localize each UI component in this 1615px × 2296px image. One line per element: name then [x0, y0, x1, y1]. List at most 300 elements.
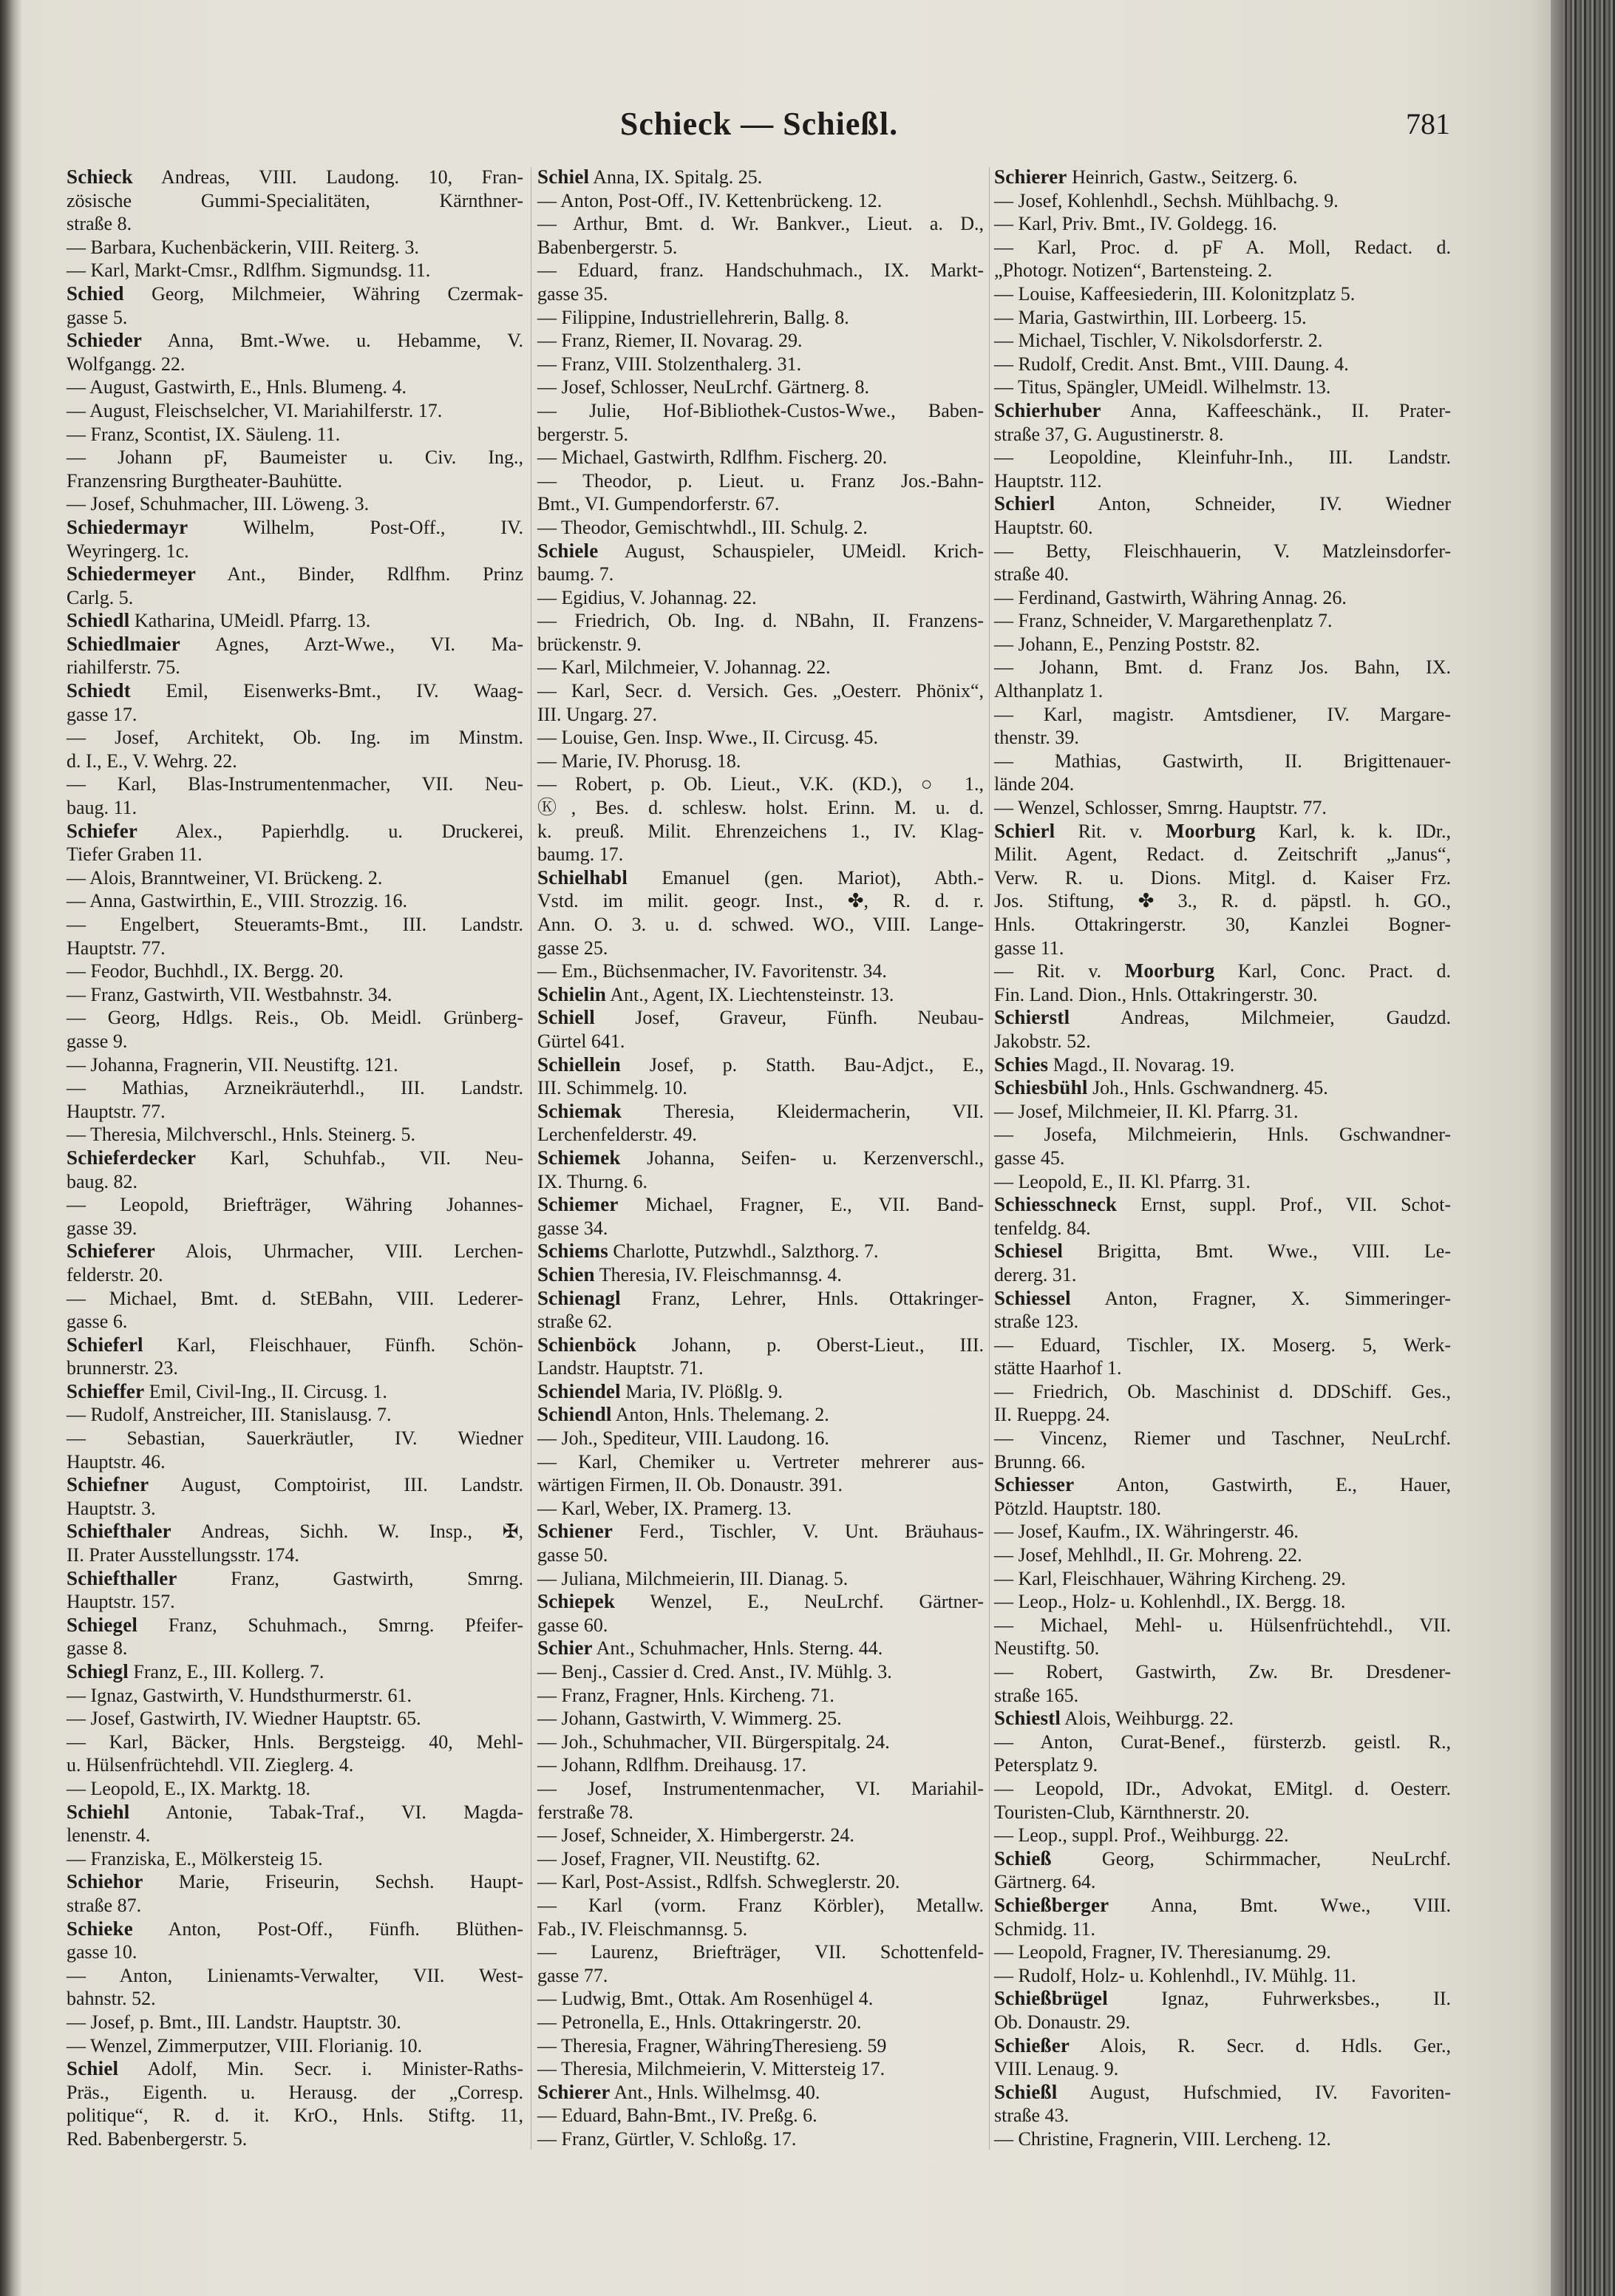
entry-surname: Schiel: [67, 2057, 119, 2080]
entry-text: Anna, Bmt. Wwe., VIII.: [1109, 1894, 1451, 1916]
entry-text: Michael, Fragner, E., VII. Band-: [618, 1194, 984, 1216]
directory-line: [994, 913, 1451, 937]
entry-text: — Johann, Rdlfhm. Dreihausg. 17.: [537, 1754, 806, 1776]
directory-line: [537, 236, 984, 259]
directory-line: [994, 306, 1451, 330]
entry-text: — Leopold, Fragner, IV. Theresianumg. 29.: [994, 1941, 1331, 1963]
entry-text: ferstraße 78.: [537, 1801, 633, 1823]
directory-line: [67, 2104, 523, 2127]
entry-surname: Schiellein: [537, 1053, 622, 1076]
entry-text: — Johann, Gastwirth, V. Wimmerg. 25.: [537, 1708, 842, 1730]
entry-surname: Schiegel: [67, 1613, 138, 1636]
directory-line: [537, 1147, 984, 1170]
entry-surname: Schiedl: [67, 609, 130, 632]
directory-line: [537, 1918, 984, 1941]
directory-line: [994, 1870, 1451, 1894]
directory-line: [994, 1473, 1451, 1497]
directory-line: [67, 212, 523, 236]
entry-surname: Schien: [537, 1263, 595, 1285]
entry-text: — Karl, Fleischhauer, Währing Kircheng. 29.: [994, 1567, 1346, 1589]
directory-line: [994, 586, 1451, 610]
entry-text: Hauptstr. 60.: [994, 516, 1093, 538]
entry-surname: Schiefthaler: [67, 1520, 171, 1543]
directory-line: [67, 1427, 523, 1450]
directory-line: [67, 1870, 523, 1894]
entry-text: straße 43.: [994, 2105, 1070, 2127]
entry-text: Neustiftg. 50.: [994, 1637, 1100, 1660]
entry-text: — Josef, Schlosser, NeuLrchf. Gärtnerg. 8.: [537, 376, 870, 398]
entry-text: straße 8.: [67, 213, 132, 235]
directory-line: [67, 329, 523, 353]
directory-line: [67, 1964, 523, 1988]
entry-text: — Josef, Gastwirth, IV. Wiedner Hauptstr. 65.: [67, 1708, 421, 1730]
entry-text: Brunng. 66.: [994, 1450, 1086, 1473]
directory-line: [537, 772, 984, 796]
directory-line: [994, 960, 1451, 983]
directory-line: [67, 889, 523, 913]
entry-text: Adolf, Min. Secr. i. Minister-Raths-: [118, 2058, 523, 2080]
entry-text: — Franz, Gastwirth, VII. Westbahnstr. 34.: [67, 983, 392, 1005]
directory-line: [537, 189, 984, 213]
entry-text: — Joh., Spediteur, VIII. Laudong. 16.: [537, 1427, 829, 1450]
entry-text: straße 123.: [994, 1311, 1079, 1333]
directory-line: [537, 1473, 984, 1497]
directory-line: [994, 1334, 1451, 1357]
directory-line: [537, 259, 984, 282]
entry-text: — Barbara, Kuchenbäckerin, VIII. Reiterg. 3.: [67, 236, 419, 258]
directory-line: [537, 1964, 984, 1988]
entry-text: — Joh., Schuhmacher, VII. Bürgerspitalg. 24.: [537, 1731, 890, 1753]
directory-line: [994, 259, 1451, 282]
directory-line: [994, 1123, 1451, 1147]
entry-surname: Schiesser: [994, 1473, 1075, 1496]
entry-text: Wilhelm, Post-Off., IV.: [188, 516, 523, 538]
entry-text: Petersplatz 9.: [994, 1754, 1098, 1776]
entry-text: — Franz, Schneider, V. Margarethenplatz 7.: [994, 610, 1333, 632]
directory-line: [537, 1217, 984, 1240]
directory-line: [537, 1170, 984, 1194]
entry-text: — Laurenz, Briefträger, VII. Schottenfeld-: [537, 1941, 984, 1963]
entry-text: — Friedrich, Ob. Ing. d. NBahn, II. Franzens-: [537, 610, 984, 632]
entry-surname: Schiefer: [67, 819, 138, 842]
directory-line: [67, 1847, 523, 1871]
entry-text: wärtigen Firmen, II. Ob. Donaustr. 391.: [537, 1474, 843, 1496]
entry-text: — Franziska, E., Mölkersteig 15.: [67, 1847, 323, 1869]
entry-surname: Schiedermayr: [67, 515, 188, 538]
directory-line: [537, 399, 984, 423]
entry-surname: Schies: [994, 1053, 1049, 1076]
directory-line: [537, 633, 984, 656]
directory-line: [67, 1123, 523, 1147]
entry-surname: Schiefthaller: [67, 1566, 177, 1589]
entry-text: — Theodor, Gemischtwhdl., III. Schulg. 2.: [537, 516, 868, 538]
entry-text: Antonie, Tabak-Traf., VI. Magda-: [129, 1801, 523, 1823]
entry-text: August, Schauspieler, UMeidl. Krich-: [598, 540, 984, 562]
entry-text: — Franz, Gürtler, V. Schloßg. 17.: [537, 2127, 797, 2150]
directory-line: [67, 1660, 523, 1684]
directory-line: [994, 376, 1451, 399]
directory-line: [537, 353, 984, 376]
directory-line: [537, 750, 984, 773]
entry-text: Gärtnerg. 64.: [994, 1871, 1096, 1893]
directory-line: [994, 1170, 1451, 1194]
entry-text: — Michael, Bmt. d. StEBahn, VIII. Lederer-: [67, 1287, 523, 1309]
entry-text: Ernst, suppl. Prof., VII. Schot-: [1117, 1194, 1451, 1216]
entry-text: — Franz, Scontist, IX. Säuleng. 11.: [67, 423, 341, 445]
directory-line: [537, 1590, 984, 1614]
directory-line: [67, 1753, 523, 1777]
directory-line: [537, 609, 984, 633]
directory-line: [67, 1731, 523, 1754]
directory-line: [994, 1427, 1451, 1450]
entry-text: — Franz, VIII. Stolzenthalerg. 31.: [537, 353, 802, 375]
entry-text: Rit. v.: [1055, 820, 1166, 842]
entry-text: — Julie, Hof-Bibliothek-Custos-Wwe., Baben-: [537, 399, 984, 421]
entry-text: Emanuel (gen. Mariot), Abth.-: [628, 866, 984, 889]
directory-line: [994, 983, 1451, 1007]
directory-line: [67, 1590, 523, 1614]
directory-line: [994, 2011, 1451, 2034]
entry-surname: Schierer: [537, 2080, 611, 2103]
entry-text: — August, Gastwirth, E., Hnls. Blumeng. 4.: [67, 376, 407, 398]
entry-surname: Moorburg: [1124, 960, 1215, 982]
directory-line: [994, 1543, 1451, 1567]
entry-text: zösische Gummi-Specialitäten, Kärnthner-: [67, 189, 523, 211]
directory-line: [537, 866, 984, 890]
entry-text: Johanna, Seifen- u. Kerzenverschl.,: [620, 1147, 984, 1169]
entry-text: — Rudolf, Credit. Anst. Bmt., VIII. Daung. 4.: [994, 353, 1349, 375]
entry-surname: Schießl: [994, 2080, 1058, 2103]
entry-text: — Theresia, Milchverschl., Hnls. Steinerg. 5.: [67, 1124, 416, 1146]
directory-line: [994, 726, 1451, 750]
entry-text: Franz, E., III. Kollerg. 7.: [128, 1661, 324, 1682]
directory-line: [67, 1707, 523, 1731]
directory-line: [537, 1520, 984, 1543]
entry-text: — Mathias, Gastwirth, II. Brigittenauer-: [994, 750, 1451, 772]
directory-line: [67, 679, 523, 703]
directory-line: [67, 259, 523, 282]
directory-line: [994, 236, 1451, 259]
entry-text: gasse 6.: [67, 1311, 128, 1333]
entry-text: Jos. Stiftung, ✤ 3., R. d. päpstl. h. GO.,: [994, 890, 1451, 912]
directory-line: [67, 1380, 523, 1404]
entry-surname: Schiell: [537, 1006, 595, 1029]
directory-line: [67, 1918, 523, 1941]
entry-text: straße 165.: [994, 1684, 1079, 1706]
entry-text: — Johann, E., Penzing Poststr. 82.: [994, 633, 1260, 655]
directory-line: [994, 1940, 1451, 1964]
entry-text: Marie, Friseurin, Sechsh. Haupt-: [143, 1871, 523, 1893]
entry-text: riahilferstr. 75.: [67, 656, 180, 679]
entry-text: felderstr. 20.: [67, 1263, 163, 1285]
entry-text: brunnerstr. 23.: [67, 1357, 178, 1379]
entry-text: Jakobstr. 52.: [994, 1030, 1091, 1052]
directory-line: [67, 1356, 523, 1380]
entry-text: Fab., IV. Fleischmannsg. 5.: [537, 1918, 748, 1940]
directory-line: [537, 679, 984, 703]
entry-text: — Friedrich, Ob. Maschinist d. DDSchiff. Ges.,: [994, 1380, 1451, 1402]
directory-line: [537, 446, 984, 469]
directory-line: [67, 1684, 523, 1708]
directory-line: [994, 446, 1451, 469]
entry-surname: Schiepek: [537, 1590, 616, 1613]
directory-line: [537, 1006, 984, 1030]
entry-text: Althanplatz 1.: [994, 680, 1104, 702]
entry-text: — Michael, Mehl- u. Hülsenfrüchtehdl., VII.: [994, 1614, 1451, 1636]
entry-text: — Alois, Branntweiner, VI. Brückeng. 2.: [67, 866, 383, 889]
directory-line: [994, 843, 1451, 866]
entry-text: — Rit. v.: [994, 960, 1125, 982]
entry-text: — Em., Büchsenmacher, IV. Favoritenstr. 34.: [537, 960, 887, 982]
entry-text: III. Ungarg. 27.: [537, 703, 657, 725]
entry-text: Ignaz, Fuhrwerksbes., II.: [1107, 1988, 1451, 2010]
entry-text: — Michael, Tischler, V. Nikolsdorferstr. 2.: [994, 330, 1323, 352]
entry-text: Red. Babenbergerstr. 5.: [67, 2127, 248, 2150]
entry-text: — Georg, Hdlgs. Reis., Ob. Meidl. Grünberg-: [67, 1007, 523, 1029]
directory-line: [537, 820, 984, 843]
entry-text: d. I., E., V. Wehrg. 22.: [67, 750, 237, 772]
entry-text: Fin. Land. Dion., Hnls. Ottakringerstr. 30.: [994, 983, 1318, 1005]
entry-text: Maria, IV. Plößlg. 9.: [620, 1380, 783, 1402]
directory-line: [994, 1660, 1451, 1684]
directory-line: [994, 399, 1451, 423]
entry-surname: Schießer: [994, 2034, 1070, 2056]
entry-text: — Karl, Blas-Instrumentenmacher, VII. Neu-: [67, 773, 523, 795]
directory-line: [994, 750, 1451, 773]
entry-text: Milit. Agent, Redact. d. Zeitschrift „Janus“,: [994, 843, 1451, 866]
directory-line: [67, 1520, 523, 1543]
entry-text: — Leopold, Briefträger, Währing Johannes-: [67, 1194, 523, 1216]
directory-line: [537, 212, 984, 236]
directory-line: [67, 843, 523, 866]
directory-line: [537, 282, 984, 306]
entry-text: lände 204.: [994, 773, 1075, 795]
directory-line: [537, 329, 984, 353]
entry-surname: Schierer: [994, 166, 1067, 188]
entry-text: — Josef, Milchmeier, II. Kl. Pfarrg. 31.: [994, 1100, 1299, 1122]
entry-text: — Titus, Spängler, UMeidl. Wilhelmstr. 13.: [994, 376, 1331, 398]
directory-line: [994, 2104, 1451, 2127]
entry-text: Anton, Gastwirth, E., Hauer,: [1074, 1474, 1451, 1496]
directory-line: [67, 1614, 523, 1637]
directory-line: [537, 563, 984, 586]
directory-line: [537, 1660, 984, 1684]
directory-line: [994, 1731, 1451, 1754]
directory-line: [994, 1310, 1451, 1334]
entry-text: — Josef, Schneider, X. Himbergerstr. 24.: [537, 1824, 854, 1847]
directory-line: [994, 1777, 1451, 1801]
entry-text: gasse 39.: [67, 1217, 137, 1239]
entry-text: — Franz, Riemer, II. Novarag. 29.: [537, 330, 803, 352]
directory-line: [537, 492, 984, 516]
directory-line: [994, 166, 1451, 189]
entry-text: brückenstr. 9.: [537, 633, 642, 655]
entry-text: Alex., Papierhdlg. u. Druckerei,: [137, 820, 523, 842]
directory-line: [67, 913, 523, 937]
column-rule: [989, 167, 990, 2150]
entry-text: gasse 11.: [994, 937, 1064, 959]
directory-line: [537, 540, 984, 563]
directory-line: [994, 937, 1451, 960]
directory-line: [537, 376, 984, 399]
entry-text: — Benj., Cassier d. Cred. Anst., IV. Mühlg. 3.: [537, 1661, 892, 1682]
directory-line: [537, 726, 984, 750]
directory-line: [994, 1824, 1451, 1847]
directory-line: [67, 1403, 523, 1427]
directory-line: [537, 1427, 984, 1450]
entry-text: Babenbergerstr. 5.: [537, 236, 678, 258]
directory-line: [994, 540, 1451, 563]
directory-line: [537, 960, 984, 983]
directory-line: [67, 1567, 523, 1591]
entry-text: Ant., Schuhmacher, Hnls. Sterng. 44.: [592, 1637, 883, 1660]
directory-line: [537, 843, 984, 866]
entry-text: — Johann, Bmt. d. Franz Jos. Bahn, IX.: [994, 656, 1451, 679]
entry-text: Weyringerg. 1c.: [67, 540, 189, 562]
entry-text: Bmt., VI. Gumpendorferstr. 67.: [537, 493, 780, 515]
entry-text: — Robert, p. Ob. Lieut., V.K. (KD.), ○ 1.,: [537, 773, 984, 795]
entry-text: — Maria, Gastwirthin, III. Lorbeerg. 15.: [994, 306, 1307, 328]
directory-line: [67, 2081, 523, 2105]
entry-text: — Sebastian, Sauerkräutler, IV. Wiedner: [67, 1427, 523, 1450]
directory-line: [67, 586, 523, 610]
entry-surname: Schiendel: [537, 1379, 621, 1402]
directory-line: [994, 796, 1451, 820]
entry-text: — Vincenz, Riemer und Taschner, NeuLrchf.: [994, 1427, 1451, 1450]
entry-text: Andreas, Milchmeier, Gaudzd.: [1070, 1007, 1451, 1029]
entry-text: Theresia, Kleidermacherin, VII.: [622, 1100, 984, 1122]
directory-line: [537, 1193, 984, 1217]
directory-line: [67, 937, 523, 960]
entry-text: — Josef, p. Bmt., III. Landstr. Hauptstr. 30.: [67, 2011, 401, 2033]
entry-text: dererg. 31.: [994, 1263, 1077, 1285]
directory-line: [67, 820, 523, 843]
directory-line: [994, 772, 1451, 796]
entry-surname: Schienagl: [537, 1286, 621, 1309]
entry-text: Wenzel, E., NeuLrchf. Gärtner-: [615, 1591, 984, 1613]
directory-line: [537, 1824, 984, 1847]
entry-text: August, Comptoirist, III. Landstr.: [149, 1474, 523, 1496]
entry-surname: Schiemer: [537, 1193, 619, 1216]
entry-text: Alois, Weihburgg. 22.: [1061, 1708, 1234, 1730]
directory-line: [67, 306, 523, 330]
directory-line: [537, 1053, 984, 1077]
entry-text: — Filippine, Industriellehrerin, Ballg. 8.: [537, 306, 849, 328]
entry-text: Franz, Lehrer, Hnls. Ottakringer-: [620, 1287, 984, 1309]
entry-text: — Josef, Kaufm., IX. Währingerstr. 46.: [994, 1521, 1299, 1543]
directory-line: [67, 983, 523, 1007]
entry-text: — Leopoldine, Kleinfuhr-Inh., III. Landstr.: [994, 446, 1451, 469]
entry-surname: Schieck: [67, 166, 133, 188]
entry-text: Franz, Gastwirth, Smrng.: [177, 1567, 523, 1589]
directory-line: [67, 2057, 523, 2081]
directory-line: [537, 1334, 984, 1357]
directory-line: [537, 1870, 984, 1894]
directory-line: [994, 1147, 1451, 1170]
directory-line: [67, 1497, 523, 1521]
entry-surname: Schiems: [537, 1240, 608, 1263]
directory-line: [537, 2104, 984, 2127]
directory-line: [67, 1053, 523, 1077]
entry-text: — Egidius, V. Johannag. 22.: [537, 586, 757, 608]
directory-line: [67, 796, 523, 820]
entry-text: Anna, Bmt.-Wwe. u. Hebamme, V.: [142, 330, 523, 352]
directory-line: [537, 166, 984, 189]
directory-line: [994, 656, 1451, 679]
entry-text: — Rudolf, Holz- u. Kohlenhdl., IV. Mühlg. 11.: [994, 1964, 1356, 1986]
entry-text: — Josefa, Milchmeierin, Hnls. Gschwandner-: [994, 1124, 1451, 1146]
directory-line: [67, 1450, 523, 1474]
entry-text: gasse 50.: [537, 1544, 608, 1566]
entry-text: Karl, Conc. Pract. d.: [1214, 960, 1451, 982]
directory-line: [67, 1240, 523, 1263]
entry-surname: Schieferer: [67, 1240, 155, 1263]
directory-line: [994, 1614, 1451, 1637]
directory-line: [67, 703, 523, 727]
entry-text: — Engelbert, Steueramts-Bmt., III. Landstr.: [67, 914, 523, 935]
entry-text: — Feodor, Buchhdl., IX. Bergg. 20.: [67, 960, 344, 982]
directory-line: [537, 1356, 984, 1380]
entry-surname: Schieferl: [67, 1333, 143, 1356]
entry-surname: Schieferdecker: [67, 1146, 197, 1169]
entry-text: — Anton, Linienamts-Verwalter, VII. West-: [67, 1964, 523, 1986]
entry-text: — Eduard, franz. Handschuhmach., IX. Markt-: [537, 259, 984, 282]
entry-text: — August, Fleischselcher, VI. Mariahilferstr. 17.: [67, 399, 443, 421]
entry-text: — Karl, Markt-Cmsr., Rdlfhm. Sigmundsg. 11.: [67, 259, 431, 282]
entry-text: Anton, Fragner, X. Simmeringer-: [1070, 1287, 1451, 1309]
directory-line: [994, 609, 1451, 633]
entry-text: Touristen-Club, Kärnthnerstr. 20.: [994, 1801, 1250, 1823]
directory-line: [537, 1287, 984, 1311]
directory-line: [537, 1847, 984, 1871]
directory-line: [994, 1590, 1451, 1614]
directory-line: [537, 796, 984, 820]
entry-text: — Ignaz, Gastwirth, V. Hundsthurmerstr. 61.: [67, 1684, 412, 1706]
entry-text: Hauptstr. 157.: [67, 1591, 175, 1613]
entry-text: Hnls. Ottakringerstr. 30, Kanzlei Bogner-: [994, 914, 1451, 935]
directory-line: [537, 1777, 984, 1801]
entry-text: Karl, Fleischhauer, Fünfh. Schön-: [143, 1334, 523, 1356]
entry-text: — Louise, Gen. Insp. Wwe., II. Circusg. 45.: [537, 727, 878, 749]
directory-line: [994, 1567, 1451, 1591]
directory-line: [537, 1894, 984, 1918]
entry-text: — Marie, IV. Phorusg. 18.: [537, 750, 741, 772]
directory-line: [994, 1753, 1451, 1777]
directory-line: [67, 399, 523, 423]
entry-text: — Anton, Post-Off., IV. Kettenbrückeng. 12.: [537, 189, 883, 211]
entry-text: — Leopold, E., II. Kl. Pfarrg. 31.: [994, 1170, 1251, 1192]
entry-text: — Anna, Gastwirthin, E., VIII. Strozzig. 16.: [67, 890, 407, 912]
directory-line: [994, 1918, 1451, 1941]
entry-text: „Photogr. Notizen“, Bartensteing. 2.: [994, 259, 1273, 282]
directory-line: [537, 1100, 984, 1124]
entry-text: Franzensring Burgtheater-Bauhütte.: [67, 469, 343, 492]
entry-text: baumg. 17.: [537, 843, 624, 866]
entry-text: Anna, Kaffeeschänk., II. Prater-: [1101, 399, 1451, 421]
directory-line: [537, 1543, 984, 1567]
directory-line: [537, 2057, 984, 2081]
entry-text: baumg. 7.: [537, 563, 614, 585]
directory-line: [994, 469, 1451, 493]
directory-line: [994, 212, 1451, 236]
directory-line: [67, 1894, 523, 1918]
entry-text: Hauptstr. 46.: [67, 1450, 166, 1473]
directory-line: [537, 889, 984, 913]
entry-text: August, Hufschmied, IV. Favoriten-: [1057, 2081, 1451, 2103]
directory-line: [537, 2011, 984, 2034]
entry-text: gasse 60.: [537, 1614, 608, 1636]
entry-text: gasse 10.: [67, 1941, 137, 1963]
